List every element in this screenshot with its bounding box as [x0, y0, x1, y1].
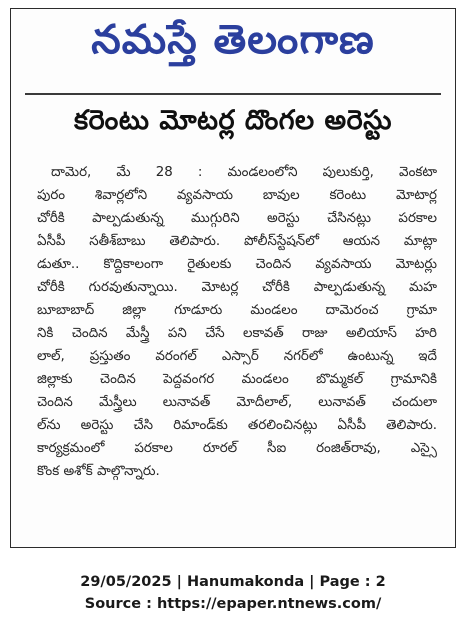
headline: కరెంటు మోటర్ల దొంగల అరెస్టు	[74, 105, 392, 136]
article-line: పురం శివార్లలోని వ్యవసాయ బావుల కరెంటు మోటార్ల	[37, 188, 437, 203]
article-line: చెందిన మేస్త్రీలు లునావత్ మోదీలాల్, లునావత్ చందులా	[37, 395, 437, 410]
footer-source: Source : https://epaper.ntnews.com/	[84, 596, 382, 612]
footer-meta: 29/05/2025 | Hanumakonda | Page : 2	[80, 574, 386, 590]
headline-rule	[25, 93, 441, 95]
article-line: దామెర, మే 28 : మండలంలోని పులుకుర్తి, వెంకటా	[51, 165, 437, 180]
article-line: ఏసీపీ సతీశ్‌బాబు తెలిపారు. పోలీస్‌స్టేషన్‌లో ఆయన మాట్లా	[37, 234, 437, 249]
article-line: చోరీకి గురవుతున్నాయి. మోటర్ల చోరీకి పాల్పడుతున్న మహ	[37, 280, 437, 295]
article-line: లాల్, ప్రస్తుతం వరంగల్ ఎస్సార్ నగర్‌లో ఉంటున్న ఇదే	[37, 349, 437, 364]
article-line: బూబాబాద్ జిల్లా గూడూరు మండలం దామెరంచ గ్రామా	[37, 303, 437, 318]
news-clipping	[10, 8, 456, 548]
article-line: జిల్లాకు చెందిన పెద్దవంగర మండలం బొమ్మకల్ గ్రామానికి	[37, 372, 437, 387]
article-body	[37, 161, 437, 483]
article-line: నికి చెందిన మేస్త్రీ పని చేసే లకావత్ రాజు అలియాస్ హరి	[37, 326, 437, 341]
article-line: చోరీకి పాల్పడుతున్న ముగ్గురిని అరెస్టు చేసినట్లు పరకాల	[37, 211, 437, 226]
article-line: కార్యక్రమంలో పరకాల రూరల్ సీఐ రంజిత్‌రావు, ఎస్సై	[37, 441, 437, 456]
masthead-logo-text: నమస్తే తెలంగాణ	[91, 17, 375, 63]
article-line: ల్‌ను అరెస్టు చేసి రిమాండ్‌కు తరలించినట్లు ఏసీపీ తెలిపారు.	[37, 418, 437, 433]
masthead	[11, 9, 455, 81]
article-line: డుతూ.. కొద్దికాలంగా రైతులకు చెందిన వ్యవసాయ మోటర్లు	[37, 257, 437, 272]
article-line: కొంక అశోక్ పాల్గొన్నారు.	[37, 464, 160, 479]
